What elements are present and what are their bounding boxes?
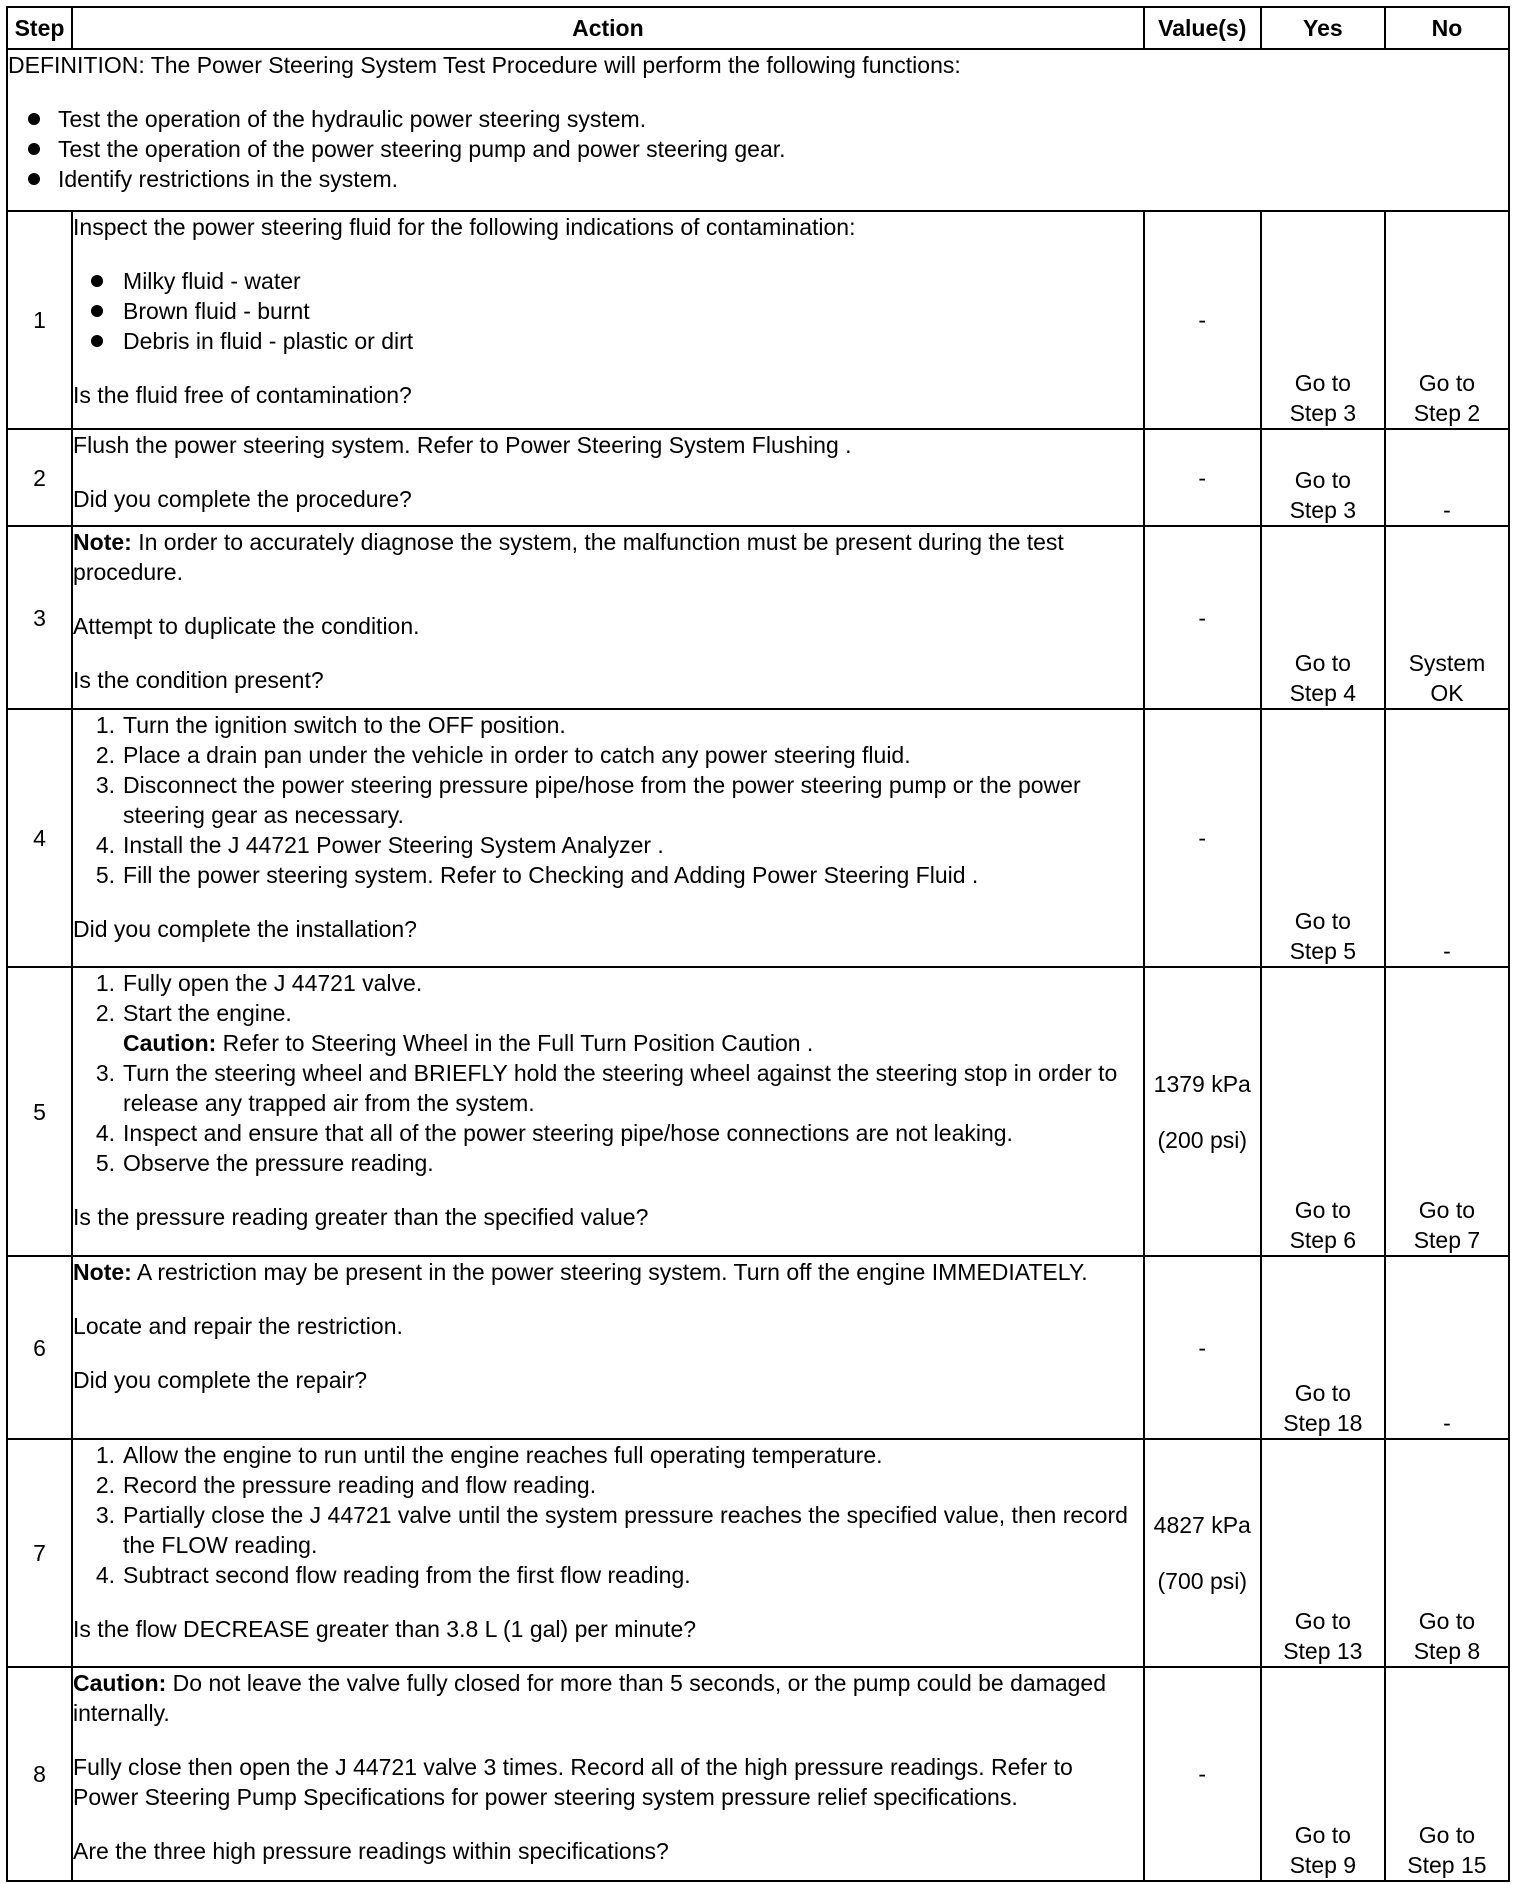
bullet-icon: [91, 275, 103, 287]
table-row: [7, 967, 1509, 1256]
note-label: Note:: [73, 529, 132, 555]
list-item: 3. Partially close the J 44721 valve until the system pressure reaches the specified value, then record the FLOW reading.: [95, 1502, 1128, 1558]
list-item: Test the operation of the hydraulic power steering system.: [8, 104, 1508, 134]
definition-row: [7, 49, 1509, 211]
step-value: -: [1144, 211, 1261, 429]
list-item: Debris in fluid - plastic or dirt: [73, 326, 1143, 356]
step-number: 1: [7, 211, 72, 429]
header-yes: Yes: [1261, 7, 1385, 49]
bullet-icon: [28, 143, 40, 155]
list-item: 4. Install the J 44721 Power Steering System Analyzer .: [95, 832, 664, 858]
table-row: [7, 429, 1509, 526]
list-item: 1. Turn the ignition switch to the OFF position.: [95, 712, 566, 738]
step-number: 3: [7, 526, 72, 709]
list-item: 2. Start the engine. Caution: Refer to Steering Wheel in the Full Turn Position Caution .: [95, 1000, 814, 1056]
definition-text: DEFINITION: The Power Steering System Test Procedure will perform the following functions:: [8, 52, 961, 78]
step-value: -: [1144, 1667, 1261, 1881]
step-question: Did you complete the installation?: [73, 916, 417, 942]
bullet-icon: [91, 335, 103, 347]
step-action: Caution: Do not leave the valve fully closed for more than 5 seconds, or the pump could be damaged internally. Fully close then open the J 44721 valve 3 times. Record all of the high pressure readings. Refer to Power Steering Pump Specifications for power steering system pressure relief specifications. Are the three high pressure readings within specifications?: [72, 1667, 1144, 1881]
note-label: Note:: [73, 1259, 132, 1285]
list-item: 1. Fully open the J 44721 valve.: [95, 970, 423, 996]
step-value: 1379 kPa (200 psi): [1144, 967, 1261, 1256]
bullet-icon: [91, 305, 103, 317]
step-question: Did you complete the repair?: [73, 1367, 368, 1393]
list-item: 4. Inspect and ensure that all of the power steering pipe/hose connections are not leaking.: [95, 1120, 1013, 1146]
procedure-table: [6, 6, 1510, 1882]
list-item: 3. Disconnect the power steering pressure pipe/hose from the power steering pump or the power steering gear as necessary.: [95, 772, 1081, 828]
list-item: Milky fluid - water: [73, 266, 1143, 296]
table-row: [7, 1439, 1509, 1667]
step-question: Is the condition present?: [73, 667, 324, 693]
header-no: No: [1385, 7, 1509, 49]
step-value: -: [1144, 526, 1261, 709]
step-number: 5: [7, 967, 72, 1256]
table-row: [7, 211, 1509, 429]
step-value: -: [1144, 1256, 1261, 1439]
list-item: Test the operation of the power steering pump and power steering gear.: [8, 134, 1508, 164]
no-link[interactable]: Go to Step 7: [1385, 967, 1509, 1256]
bullet-icon: [28, 113, 40, 125]
header-row: [7, 7, 1509, 49]
no-result: System OK: [1385, 526, 1509, 709]
step-value: -: [1144, 429, 1261, 526]
step-action: [72, 709, 1144, 967]
list-item: 5. Observe the pressure reading.: [95, 1150, 434, 1176]
table-row: [7, 526, 1509, 709]
bullet-icon: [28, 173, 40, 185]
step-number: 4: [7, 709, 72, 967]
step-question: Did you complete the procedure?: [73, 486, 412, 512]
step-question: Is the flow DECREASE greater than 3.8 L (1 gal) per minute?: [73, 1616, 697, 1642]
no-link[interactable]: Go to Step 8: [1385, 1439, 1509, 1667]
step-question: Is the fluid free of contamination?: [73, 382, 412, 408]
yes-link[interactable]: Go to Step 6: [1261, 967, 1385, 1256]
header-action: Action: [72, 7, 1144, 49]
step-action: Note: A restriction may be present in the power steering system. Turn off the engine IMMEDIATELY. Locate and repair the restriction. Did you complete the repair?: [72, 1256, 1144, 1439]
list-item: 4. Subtract second flow reading from the first flow reading.: [95, 1562, 691, 1588]
step-value: -: [1144, 709, 1261, 967]
list-item: 5. Fill the power steering system. Refer to Checking and Adding Power Steering Fluid .: [95, 862, 979, 888]
step-question: Is the pressure reading greater than the specified value?: [73, 1204, 649, 1230]
no-link: -: [1385, 1256, 1509, 1439]
yes-link[interactable]: Go to Step 4: [1261, 526, 1385, 709]
step-action: Inspect the power steering fluid for the following indications of contamination: Milky fluid - water Brown fluid - burnt Debris in fluid - plastic or dirt Is the fluid free of contamination?: [72, 211, 1144, 429]
no-link[interactable]: Go to Step 2: [1385, 211, 1509, 429]
no-link: -: [1385, 709, 1509, 967]
yes-link[interactable]: Go to Step 5: [1261, 709, 1385, 967]
table-row: [7, 1256, 1509, 1439]
no-link[interactable]: Go to Step 15: [1385, 1667, 1509, 1881]
caution-label: Caution:: [123, 1030, 217, 1056]
step-value: 4827 kPa (700 psi): [1144, 1439, 1261, 1667]
list-item: 1. Allow the engine to run until the engine reaches full operating temperature.: [95, 1442, 883, 1468]
list-item: Brown fluid - burnt: [73, 296, 1143, 326]
step-number: 2: [7, 429, 72, 526]
yes-link[interactable]: Go to Step 3: [1261, 211, 1385, 429]
step-number: 7: [7, 1439, 72, 1667]
no-link: -: [1385, 429, 1509, 526]
step-question: Are the three high pressure readings within specifications?: [73, 1838, 669, 1864]
yes-link[interactable]: Go to Step 9: [1261, 1667, 1385, 1881]
step-number: 8: [7, 1667, 72, 1881]
list-item: Identify restrictions in the system.: [8, 164, 1508, 194]
table-row: [7, 709, 1509, 967]
yes-link[interactable]: Go to Step 3: [1261, 429, 1385, 526]
step-action: Flush the power steering system. Refer to Power Steering System Flushing . Did you complete the procedure?: [72, 429, 1144, 526]
table-row: [7, 1667, 1509, 1881]
list-item: 3. Turn the steering wheel and BRIEFLY hold the steering wheel against the steering stop in order to release any trapped air from the system.: [95, 1060, 1118, 1116]
step-action: [72, 967, 1144, 1256]
step-action: [72, 1439, 1144, 1667]
header-step: Step: [7, 7, 72, 49]
list-item: 2. Record the pressure reading and flow reading.: [95, 1472, 597, 1498]
yes-link[interactable]: Go to Step 18: [1261, 1256, 1385, 1439]
step-action: Note: In order to accurately diagnose the system, the malfunction must be present during the test procedure. Attempt to duplicate the condition. Is the condition present?: [72, 526, 1144, 709]
step-number: 6: [7, 1256, 72, 1439]
yes-link[interactable]: Go to Step 13: [1261, 1439, 1385, 1667]
caution-label: Caution:: [73, 1670, 167, 1696]
list-item: 2. Place a drain pan under the vehicle in order to catch any power steering fluid.: [95, 742, 911, 768]
header-values: Value(s): [1144, 7, 1261, 49]
